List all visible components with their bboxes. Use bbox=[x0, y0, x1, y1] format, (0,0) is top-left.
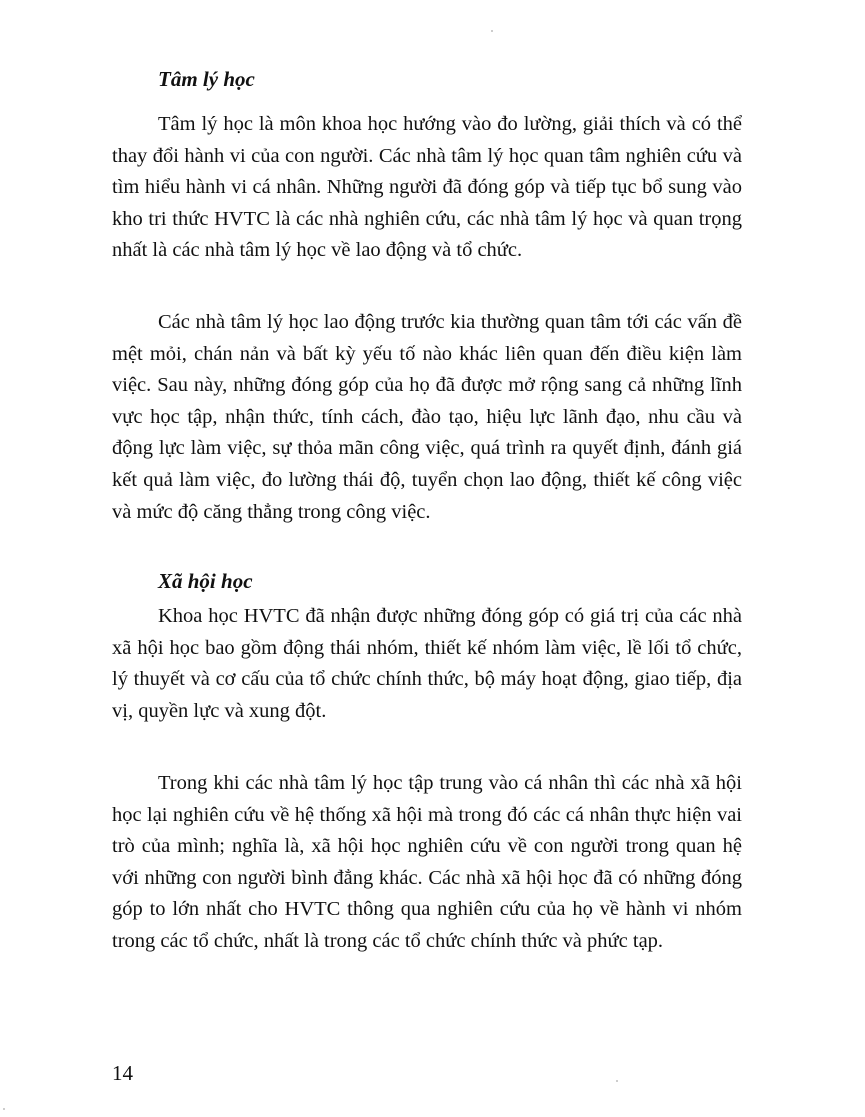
paragraph-sociology-vs-psychology: Trong khi các nhà tâm lý học tập trung vào cá nhân thì các nhà xã hội học lại nghiên cứu về hệ thống xã hội mà trong đó các cá nhân thực hiện vai trò của mình; nghĩa là, xã hội học nghiên cứu về con người trong quan hệ với những con người bình đẳng khác. Các nhà xã hội học đã có những đóng góp to lớn nhất cho HVTC thông qua nghiên cứu của họ về hành vi nhóm trong các tổ chức, nhất là trong các tổ chức chính thức và phức tạp. bbox=[112, 772, 742, 952]
paragraph-labor-psychology: Các nhà tâm lý học lao động trước kia thường quan tâm tới các vấn đề mệt mỏi, chán nản và bất kỳ yếu tố nào khác liên quan đến điều kiện làm việc. Sau này, những đóng góp của họ đã được mở rộng sang cả những lĩnh vực học tập, nhận thức, tính cách, đào tạo, hiệu lực lãnh đạo, nhu cầu và động lực làm việc, sự thỏa mãn công việc, quá trình ra quyết định, đánh giá kết quả làm việc, đo lường thái độ, tuyển chọn lao động, thiết kế công việc và mức độ căng thẳng trong công việc. bbox=[112, 311, 742, 523]
scan-speck bbox=[491, 30, 493, 32]
scan-speck bbox=[3, 1108, 5, 1110]
page-number: 14 bbox=[112, 1061, 133, 1085]
section-heading-psychology: Tâm lý học bbox=[158, 67, 255, 91]
paragraph-psychology-definition: Tâm lý học là môn khoa học hướng vào đo lường, giải thích và có thể thay đổi hành vi của con người. Các nhà tâm lý học quan tâm nghiên cứu và tìm hiểu hành vi cá nhân. Những người đã đóng góp và tiếp tục bổ sung vào kho tri thức HVTC là các nhà nghiên cứu, các nhà tâm lý học và quan trọng nhất là các nhà tâm lý học về lao động và tổ chức. bbox=[112, 113, 742, 262]
paragraph-sociology-contributions: Khoa học HVTC đã nhận được những đóng góp có giá trị của các nhà xã hội học bao gồm động thái nhóm, thiết kế nhóm làm việc, lề lối tổ chức, lý thuyết và cơ cấu của tổ chức chính thức, bộ máy hoạt động, giao tiếp, địa vị, quyền lực và xung đột. bbox=[112, 605, 742, 722]
section-heading-sociology: Xã hội học bbox=[158, 569, 253, 593]
scan-speck bbox=[616, 1080, 618, 1082]
